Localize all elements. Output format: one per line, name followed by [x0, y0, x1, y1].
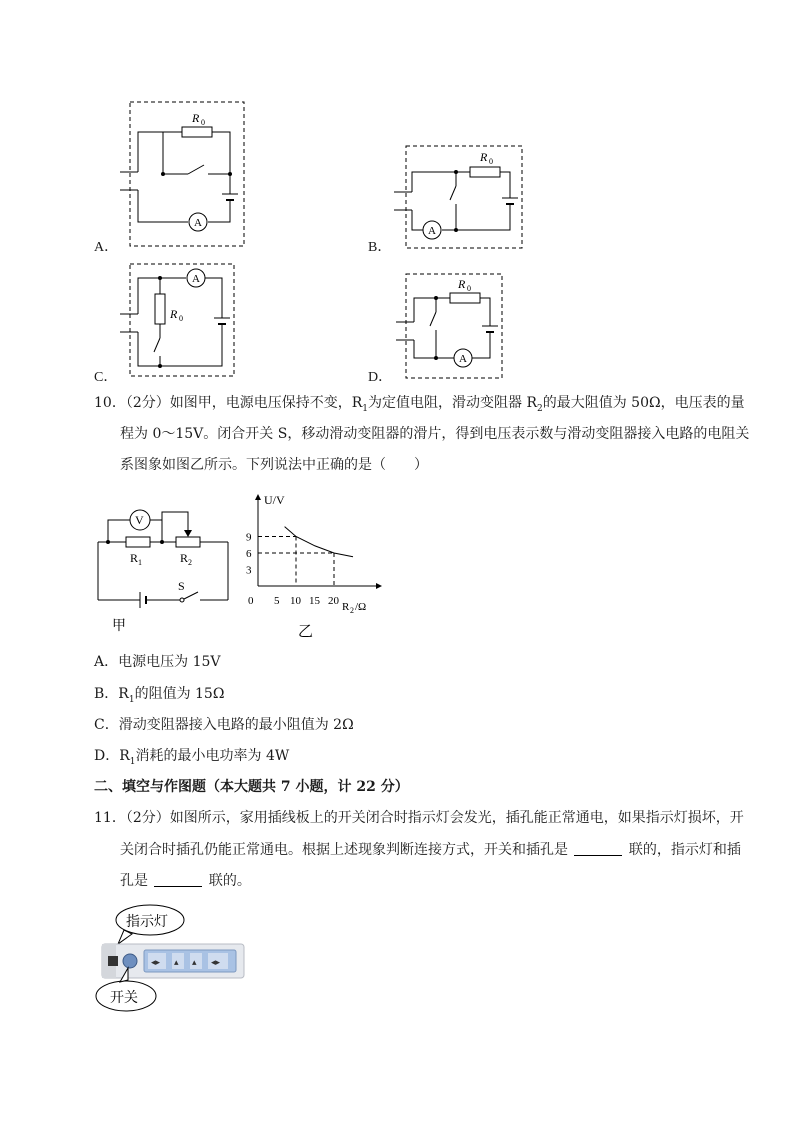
- section2-title: 二、填空与作图题（本大题共 7 小题，计 22 分）: [94, 779, 409, 795]
- x-tick-label: 5: [274, 595, 280, 607]
- power-strip-figure: [94, 902, 254, 1012]
- u-r2-curve: [285, 527, 353, 557]
- q11-line2: 关闭合时插孔仍能正常通电。根据上述现象判断连接方式，开关和插孔是 联的，指示灯和插: [120, 842, 741, 858]
- origin-label: 0: [248, 595, 254, 607]
- caption-yi: 乙: [298, 624, 314, 640]
- r0-label-d: R: [458, 277, 466, 291]
- option-c-label: C．: [94, 370, 118, 385]
- svg-text:0: 0: [489, 157, 493, 166]
- circuit-a: [118, 100, 250, 250]
- circuit-d: [394, 272, 506, 380]
- q10-line2: 程为 0～15V。闭合开关 S，移动滑动变阻器的滑片，得到电压表示数与滑动变阻器接入电路的电阻关: [120, 426, 750, 442]
- switch-label: S: [178, 579, 185, 593]
- y-axis-label: U/V: [264, 493, 285, 507]
- option-a-label: A．: [94, 240, 119, 255]
- y-axis-arrow: [255, 494, 261, 500]
- svg-text:2: 2: [188, 558, 192, 567]
- blank-1[interactable]: [574, 841, 622, 856]
- y-tick-label: 3: [246, 564, 252, 577]
- q11-line3: 孔是 联的。: [120, 873, 251, 889]
- graph-yi: [240, 490, 390, 640]
- svg-text:2: 2: [350, 606, 354, 615]
- svg-text:▴: ▴: [174, 957, 179, 967]
- x-tick-label: 10: [290, 595, 301, 607]
- q11-line1: 11．（2分）如图所示，家用插线板上的开关闭合时指示灯会发光，插孔能正常通电，如果指示灯损坏，开: [94, 810, 744, 826]
- option-b-label: B．: [368, 240, 392, 255]
- svg-text:0: 0: [179, 314, 183, 323]
- voltmeter-label: V: [135, 513, 144, 527]
- ammeter-b: A: [428, 225, 436, 237]
- svg-text:◂▸: ◂▸: [151, 957, 161, 967]
- svg-text:/Ω: /Ω: [355, 601, 367, 613]
- caption-jia: 甲: [112, 619, 126, 634]
- callout-switch-text: 开关: [110, 991, 138, 1006]
- circuit-c: [118, 262, 238, 380]
- ammeter-d: A: [459, 353, 467, 365]
- x-tick-label: 20: [328, 595, 339, 607]
- svg-text:1: 1: [138, 558, 142, 567]
- ammeter-a: A: [194, 217, 202, 229]
- x-tick-label: 15: [309, 595, 320, 607]
- y-tick-label: 9: [246, 531, 252, 544]
- option-d-label: D．: [368, 370, 393, 385]
- r0-label-b: R: [480, 150, 488, 164]
- svg-text:◂▸: ◂▸: [211, 957, 221, 967]
- q10-option-a: A．电源电压为 15V: [94, 654, 221, 670]
- blank-2[interactable]: [154, 872, 202, 887]
- q10-line1: 10．（2分）如图甲，电源电压保持不变，$R_1$为定值电阻，滑动变阻器 $R_2$的最大阻值为 50Ω，电压表的量: [94, 395, 745, 414]
- q10-option-d: D．$R_1$消耗的最小电功率为 4W: [94, 748, 290, 767]
- r2-label: R: [180, 551, 189, 565]
- q10-option-c: C．滑动变阻器接入电路的最小阻值为 2Ω: [94, 717, 354, 733]
- callout-light-text: 指示灯: [126, 915, 168, 930]
- svg-text:▴: ▴: [192, 957, 197, 967]
- svg-text:0: 0: [467, 284, 471, 293]
- r0-label-c: R: [170, 307, 178, 321]
- y-tick-label: 6: [246, 548, 252, 560]
- ammeter-c: A: [192, 273, 200, 285]
- circuit-jia: [94, 496, 244, 636]
- q10-line3: 系图象如图乙所示。下列说法中正确的是（ ）: [120, 457, 428, 473]
- r0-label-a: R: [192, 111, 200, 125]
- circuit-b: [392, 142, 526, 250]
- svg-text:0: 0: [201, 118, 205, 127]
- q10-option-b: B．$R_1$的阻值为 15Ω: [94, 686, 225, 705]
- r1-label: R: [130, 551, 139, 565]
- x-axis-arrow: [376, 583, 382, 589]
- x-axis-label-main: R: [342, 601, 350, 613]
